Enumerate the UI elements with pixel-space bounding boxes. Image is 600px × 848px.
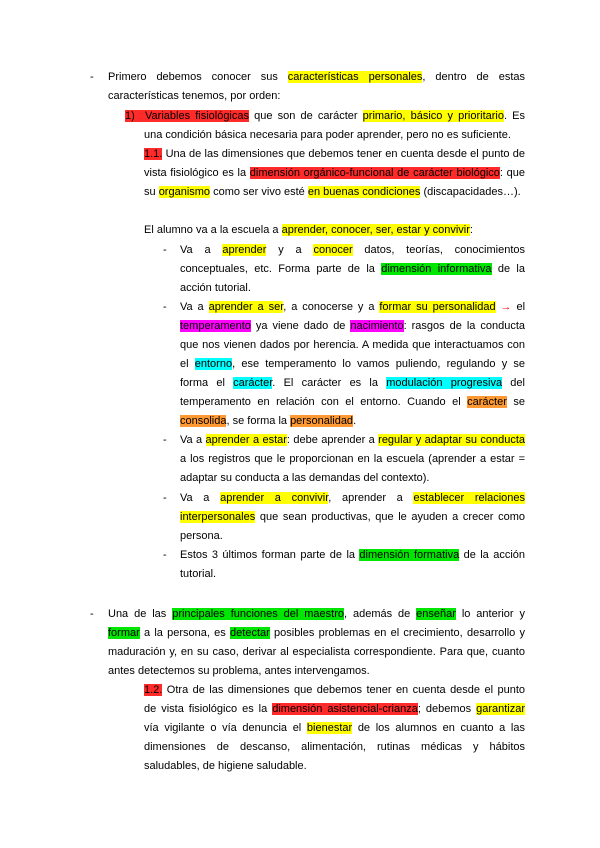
highlight-yellow: bienestar <box>306 722 353 734</box>
text-line <box>180 338 525 352</box>
text-span: saludables, de higiene saludable. <box>144 760 307 772</box>
text-line <box>108 70 525 84</box>
text-span: Una de las <box>108 608 173 620</box>
text-span: : debe aprender a <box>286 434 379 446</box>
text-line <box>108 664 370 678</box>
text-line <box>180 376 525 390</box>
highlight-orange: personalidad <box>290 415 354 427</box>
highlight-yellow: garantizar <box>476 703 526 715</box>
bullet-marker: - <box>163 549 167 561</box>
text-span: , dentro de estas <box>422 71 525 83</box>
text-line <box>180 548 525 562</box>
text-line <box>125 109 525 123</box>
text-line <box>180 300 525 314</box>
text-line <box>108 645 525 659</box>
highlight-cyan: entorno <box>194 358 233 370</box>
text-span: (discapacidades…). <box>420 186 521 198</box>
text-line <box>180 567 216 581</box>
text-span: vista fisiológico es la <box>144 167 250 179</box>
text-line <box>144 683 525 697</box>
text-span: una condición básica necesaria para poder aprender, pero no es suficiente. <box>144 129 511 141</box>
text-span: : que <box>499 167 526 179</box>
bullet-marker: - <box>163 434 167 446</box>
text-line <box>180 319 525 333</box>
text-span: maduración y, en su caso, derivar al especialista correspondiente. Para que, cuanto <box>108 646 525 658</box>
highlight-magenta: temperamento <box>180 320 251 332</box>
text-line <box>180 510 525 524</box>
highlight-green: detectar <box>230 627 270 639</box>
text-line <box>144 702 525 716</box>
text-span: ya viene dado de <box>250 320 351 332</box>
text-span: ; debemos <box>417 703 477 715</box>
bullet-marker: - <box>90 71 94 83</box>
text-span: . El carácter es la <box>272 377 387 389</box>
text-span: como ser vivo esté <box>210 186 308 198</box>
highlight-yellow: características personales <box>287 71 423 83</box>
text-span: el <box>180 358 195 370</box>
text-line <box>144 740 525 754</box>
text-line <box>108 607 525 621</box>
text-span: Primero debemos conocer sus <box>108 71 288 83</box>
arrow-glyph: → <box>500 301 512 313</box>
text-line <box>144 185 521 199</box>
bullet-marker: - <box>163 301 167 313</box>
highlight-red: 1.1. <box>144 148 163 160</box>
text-span: vía vigilante o vía denuncia el <box>144 722 307 734</box>
text-span: , ese temperamento lo vamos puliendo, regulando y se <box>232 358 525 370</box>
text-span: características tenemos, por orden: <box>108 90 281 102</box>
text-span: Va a <box>180 244 223 256</box>
highlight-yellow: aprender a convivir <box>220 492 329 504</box>
text-span: que nos vienen dados por herencia. A medida que interactuamos con <box>180 339 525 351</box>
highlight-green: formar <box>108 627 140 639</box>
highlight-yellow: interpersonales <box>180 511 256 523</box>
highlight-orange: consolida <box>180 415 227 427</box>
text-span: , además de <box>344 608 417 620</box>
highlight-yellow: aprender, conocer, ser, estar y convivir <box>281 224 470 236</box>
text-line <box>180 433 525 447</box>
text-span: el <box>511 301 526 313</box>
text-span: de la <box>491 263 525 275</box>
text-span: Va a <box>180 434 206 446</box>
text-span: su <box>144 186 159 198</box>
highlight-yellow: conocer <box>313 244 353 256</box>
highlight-yellow: primario, básico y prioritario <box>362 110 504 122</box>
text-span: acción tutorial. <box>180 282 251 294</box>
text-span: El alumno va a la escuela a <box>144 224 282 236</box>
highlight-red: dimensión asistencial-crianza <box>272 703 418 715</box>
text-span: forma el <box>180 377 234 389</box>
text-line <box>180 243 525 257</box>
text-span: dimensiones de descanso, alimentación, rutinas médicas y hábitos <box>144 741 525 753</box>
highlight-yellow: formar su personalidad <box>379 301 496 313</box>
text-span: adaptar su conducta a las demandas del contexto). <box>180 472 430 484</box>
bullet-marker: - <box>163 244 167 256</box>
text-span: antes detectemos su problema, antes intervengamos. <box>108 665 370 677</box>
highlight-magenta: nacimiento <box>350 320 404 332</box>
text-line <box>180 529 223 543</box>
highlight-yellow: aprender <box>222 244 267 256</box>
text-span: , a conocerse y a <box>283 301 380 313</box>
highlight-yellow: en buenas condiciones <box>307 186 421 198</box>
text-span: Estos 3 últimos forman parte de la <box>180 549 360 561</box>
highlight-green: principales funciones del maestro <box>172 608 345 620</box>
text-span: : <box>469 224 473 236</box>
text-span: temperamento en relación con el entorno. Cuando el <box>180 396 468 408</box>
bullet-marker: - <box>163 492 167 504</box>
text-line <box>180 262 525 276</box>
text-line <box>144 721 525 735</box>
text-span: a los registros que le proporcionan en la escuela (aprender a estar = <box>180 453 525 465</box>
highlight-yellow: aprender a ser <box>208 301 284 313</box>
highlight-green: dimensión informativa <box>381 263 492 275</box>
text-line <box>180 452 525 466</box>
highlight-yellow: aprender a estar <box>205 434 287 446</box>
bullet-marker: - <box>90 608 94 620</box>
text-line <box>180 357 525 371</box>
highlight-yellow: organismo <box>158 186 211 198</box>
highlight-cyan: modulación progresiva <box>386 377 503 389</box>
highlight-cyan: carácter <box>233 377 273 389</box>
text-span: posibles problemas en el crecimiento, desarrollo y <box>269 627 525 639</box>
highlight-red: dimensión orgánico-funcional de carácter biológico <box>249 167 500 179</box>
highlight-red: 1) Variables fisiológicas <box>125 110 249 122</box>
highlight-yellow: regular y adaptar su conducta <box>378 434 526 446</box>
text-span: lo anterior y <box>455 608 525 620</box>
highlight-yellow: establecer relaciones <box>413 492 526 504</box>
text-span: persona. <box>180 530 223 542</box>
text-span: de vista fisiológico es la <box>144 703 273 715</box>
text-line <box>180 395 525 409</box>
text-line <box>144 128 511 142</box>
text-span: Otra de las dimensiones que debemos tener en cuenta desde el punto <box>162 684 525 696</box>
text-line <box>180 281 251 295</box>
text-span: se <box>506 396 525 408</box>
highlight-orange: carácter <box>467 396 507 408</box>
text-line <box>108 626 525 640</box>
text-span: Una de las dimensiones que debemos tener en cuenta desde el punto de <box>162 148 525 160</box>
text-span: del <box>502 377 525 389</box>
text-span: datos, teorías, conocimientos <box>352 244 525 256</box>
text-span: de la acción <box>459 549 525 561</box>
text-span: : rasgos de la conducta <box>403 320 525 332</box>
text-line <box>180 471 430 485</box>
text-line <box>144 223 473 237</box>
text-span: tutorial. <box>180 568 217 580</box>
text-span: . <box>353 415 357 427</box>
text-line <box>144 147 525 161</box>
text-line <box>180 491 525 505</box>
highlight-green: enseñar <box>416 608 456 620</box>
text-span: que son de carácter <box>249 110 363 122</box>
text-line <box>108 89 280 103</box>
text-span: , se forma la <box>226 415 291 427</box>
highlight-red: 1.2. <box>144 684 163 696</box>
text-span: de los alumnos en cuanto a las <box>352 722 525 734</box>
text-line <box>144 166 525 180</box>
highlight-green: dimensión formativa <box>359 549 460 561</box>
text-span: a la persona, es <box>139 627 231 639</box>
text-span: conceptuales, etc. Forma parte de la <box>180 263 382 275</box>
text-line <box>180 414 356 428</box>
text-span: . Es <box>503 110 525 122</box>
text-span: , aprender a <box>328 492 414 504</box>
text-span: que sean productivas, que le ayuden a crecer como <box>255 511 525 523</box>
text-line <box>144 759 307 773</box>
text-span: Va a <box>180 492 221 504</box>
text-span: Va a <box>180 301 209 313</box>
text-span: y a <box>266 244 314 256</box>
